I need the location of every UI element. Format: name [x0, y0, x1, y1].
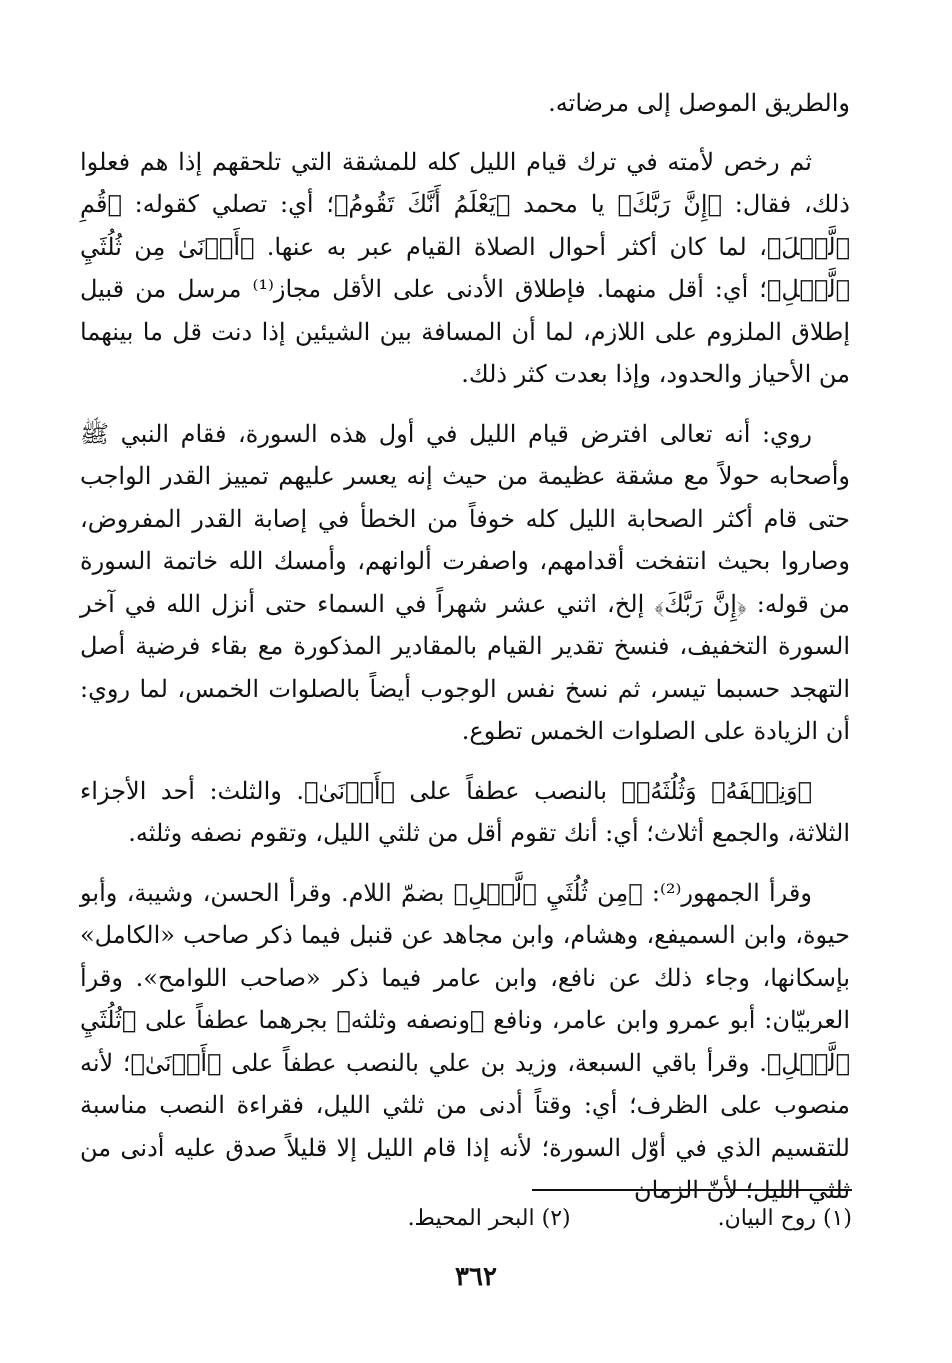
page-number: ٣٦٢: [455, 1262, 497, 1292]
footnote-divider: [532, 1189, 852, 1191]
paragraph-text: ﴿وَنِصۡفَهُۥ وَثُلُثَهُۥ﴾ بالنصب عطفاً على ﴿أَدۡنَىٰ﴾. والثلث: أحد الأجزاء الثلاثة، والجمع أثلاث؛ أي: أنك تقوم أقل من ثلثي الليل، وتقوم نصفه وثلثه.: [80, 776, 850, 847]
paragraph-text: روي: أنه تعالى افترض قيام الليل في أول هذه السورة، فقام النبي ﷺ وأصحابه حولاً مع مشقة عظيمة من حيث إنه يعسر عليهم تمييز القدر الواجب حتى قام أكثر الصحابة الليل كله خوفاً من الخطأ في إصابة القدر المفروض، وصاروا بحيث انتفخت أقدامهم، واصفرت ألوانهم، وأمسك الله خاتمة السورة من قوله: ﴿إِنَّ رَبَّكَ﴾ إلخ، اثني عشر شهراً في السماء حتى أنزل الله في آخر السورة التخفيف، فنسخ تقدير القيام بالمقادير المذكورة مع بقاء فرضية أصل التهجد حسبما تيسر، ثم نسخ نفس الوجوب أيضاً بالصلوات الخمس، لما روي: أن الزيادة على الصلوات الخمس تطوع.: [80, 419, 851, 745]
paragraph-narration: [80, 413, 850, 753]
paragraph-half-third: [80, 770, 850, 855]
paragraph-text: وقرأ الجمهور⁽²⁾: ﴿مِن ثُلُثَيِ ٱلَّيۡلِ﴾ بضمّ اللام. وقرأ الحسن، وشيبة، وأبو حيوة، وابن السميفع، وهشام، وابن مجاهد عن قنبل فيما ذكر صاحب «الكامل» بإسكانها، وجاء ذلك عن نافع، وابن عامر فيما ذكر «صاحب اللوامح». وقرأ العربيّان: أبو عمرو وابن عامر، ونافع ﴿ونصفه وثلثه﴾ بجرهما عطفاً على ﴿ثُلُثَيِ ٱلَّيۡلِ﴾. وقرأ باقي السبعة، وزيد بن علي بالنصب عطفاً على ﴿أَدۡنَىٰ﴾؛ لأنه منصوب على الظرف؛ أي: وقتاً أدنى من ثلثي الليل، فقراءة النصب مناسبة للتقسيم الذي في أوّل السورة؛ لأنه إذا قام الليل إلا قليلاً صدق عليه أدنى من ثلثي الليل؛ لأنّ الزمان: [80, 878, 850, 1204]
paragraph-dispensation: [80, 141, 850, 396]
paragraph-readings: [80, 872, 850, 1212]
footnotes: [152, 1203, 852, 1235]
paragraph-text: ثم رخص لأمته في ترك قيام الليل كله للمشقة التي تلحقهم إذا هم فعلوا ذلك، فقال: ﴿إِنَّ رَبَّكَ﴾ يا محمد ﴿يَعْلَمُ أَنَّكَ تَقُومُ﴾؛ أي: تصلي كقوله: ﴿قُمِ ٱلَّيۡلَ﴾، لما كان أكثر أحوال الصلاة القيام عبر به عنها. ﴿أَدۡنَىٰ مِن ثُلُثَيِ ٱلَّيۡلِ﴾؛ أي: أقل منهما. فإطلاق الأدنى على الأقل مجاز⁽¹⁾ مرسل من قبيل إطلاق الملزوم على اللازم، لما أن المسافة بين الشيئين إذا دنت قل ما بينهما من الأحياز والحدود، وإذا بعدت كثر ذلك.: [80, 147, 851, 388]
footnote-1: (١) روح البيان.: [717, 1206, 852, 1231]
footnote-2: (٢) البحر المحيط.: [407, 1206, 571, 1231]
paragraph-continuation: والطريق الموصل إلى مرضاته.: [548, 89, 850, 117]
page-body: [80, 82, 850, 1212]
